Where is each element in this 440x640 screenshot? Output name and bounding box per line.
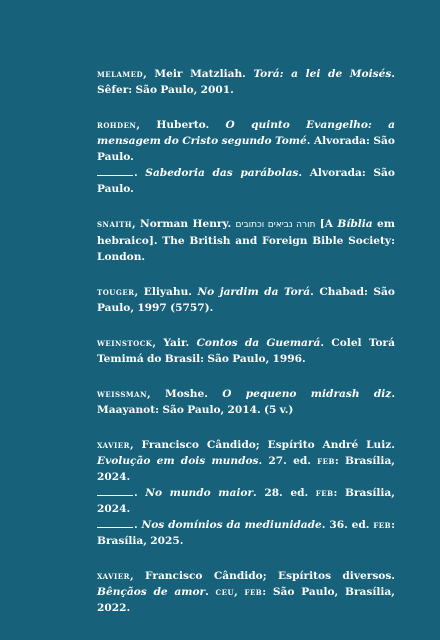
- entry-text: , Eliyahu.: [134, 286, 198, 298]
- repeat-author-rule: [97, 527, 133, 528]
- entry-text: , Norman Henry.: [131, 218, 236, 230]
- author-name: touger: [97, 286, 135, 298]
- book-title: Bênçãos de amor: [97, 586, 206, 598]
- entry-text: : São Paulo, Brasília, 2022.: [97, 586, 395, 614]
- publisher-abbrev: ceu: [215, 586, 235, 598]
- repeat-author-rule: [97, 495, 133, 496]
- entry-line: [97, 165, 395, 197]
- bibliography-entry-weissman: [97, 386, 395, 418]
- entry-text: . 28. ed.: [253, 487, 316, 499]
- repeat-author-rule: [97, 175, 133, 176]
- entry-text: : Brasília, 2024.: [97, 487, 395, 515]
- entry-text: , Francisco Cândido; Espíritos diversos.: [129, 570, 395, 582]
- book-title: Contos da Guemará: [196, 337, 321, 349]
- entry-text: . Colel Torá Temimá do Brasil: São Paulo, 1996.: [97, 337, 396, 365]
- author-name: snaith: [97, 218, 132, 230]
- bibliography-list: [97, 66, 395, 635]
- book-title: No jardim da Torá: [197, 286, 311, 298]
- entry-text: . 36. ed.: [321, 519, 374, 531]
- entry-text: .: [134, 519, 142, 531]
- author-name: melamed: [97, 68, 144, 80]
- entry-text: : Brasília, 2024.: [97, 455, 395, 483]
- bibliography-entry-snaith: [97, 216, 395, 265]
- bibliography-entry-melamed: [97, 66, 395, 98]
- publisher-abbrev: feb: [373, 519, 392, 531]
- publisher-abbrev: feb: [317, 455, 335, 467]
- entry-text: , Huberto.: [136, 119, 226, 131]
- book-title: Nos domínios da mediunidade: [141, 519, 322, 531]
- author-name: weissman: [97, 388, 148, 400]
- book-title: Evolução em dois mundos: [97, 455, 259, 467]
- bibliography-entry-rohden: [97, 117, 395, 197]
- entry-text: , Meir Matzliah.: [143, 68, 254, 80]
- entry-text: ,: [234, 586, 245, 598]
- entry-text: , Moshe.: [147, 388, 223, 400]
- entry-text: .: [134, 487, 146, 499]
- entry-text: .: [205, 586, 216, 598]
- publisher-abbrev: feb: [244, 586, 263, 598]
- author-name: weinstock: [97, 337, 153, 349]
- author-name: xavier: [97, 439, 130, 451]
- entry-text: . Alvorada: São Paulo.: [97, 135, 395, 163]
- entry-line: [97, 117, 395, 165]
- bibliography-entry-weinstock: [97, 335, 395, 367]
- entry-line: [97, 437, 395, 485]
- entry-line: [97, 485, 395, 517]
- entry-text: . Sêfer: São Paulo, 2001.: [97, 68, 395, 96]
- entry-text: [A: [315, 218, 338, 230]
- entry-text: , Yair.: [152, 337, 197, 349]
- entry-text: . Chabad: São Paulo, 1997 (5757).: [97, 286, 395, 314]
- book-title: O quinto Evangelho: a mensagem do Cristo segundo Tomé: [97, 119, 395, 147]
- entry-text: .: [134, 167, 146, 179]
- entry-line: [97, 517, 395, 549]
- entry-text: : Brasília, 2025.: [97, 519, 395, 547]
- entry-text: , Francisco Cândido; Espírito André Luiz.: [129, 439, 395, 451]
- author-name: xavier: [97, 570, 130, 582]
- book-title: Sabedoria das parábolas: [145, 167, 299, 179]
- book-title: Bíblia: [337, 218, 373, 230]
- author-name: rohden: [97, 119, 137, 131]
- publisher-abbrev: feb: [315, 487, 334, 499]
- hebrew-title: תורה נביאים וכתובים: [235, 220, 316, 230]
- bibliography-entry-touger: [97, 284, 395, 316]
- book-title: No mundo maior: [145, 487, 254, 499]
- entry-text: . Maayanot: São Paulo, 2014. (5 v.): [97, 388, 396, 416]
- bibliography-entry-xavier-2: [97, 568, 395, 616]
- entry-text: em hebraico]. The British and Foreign Bible Society: London.: [97, 218, 395, 263]
- entry-text: . 27. ed.: [258, 455, 318, 467]
- book-title: O pequeno midrash diz: [222, 388, 392, 400]
- bibliography-entry-xavier-1: [97, 437, 395, 549]
- book-title: Torá: a lei de Moisés: [253, 68, 392, 80]
- entry-text: . Alvorada: São Paulo.: [97, 167, 395, 195]
